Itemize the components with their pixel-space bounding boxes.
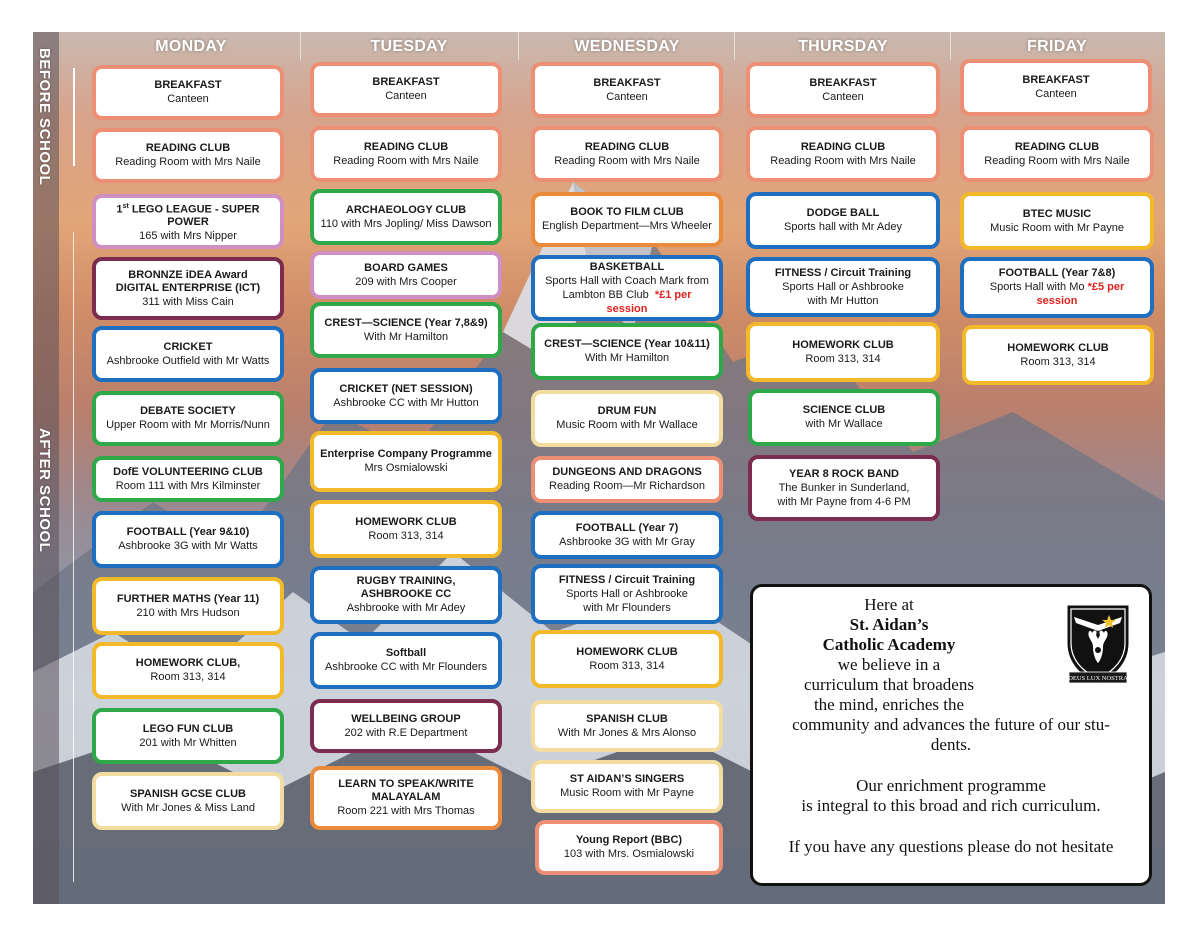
activity-title: DRUM FUN: [597, 405, 657, 417]
activity-detail: Canteen: [385, 90, 427, 102]
activity-detail: with Mr Wallace: [805, 418, 883, 430]
activity-card[interactable]: [92, 511, 284, 568]
activity-title: HOMEWORK CLUB: [576, 645, 678, 658]
activity-title: LEARN TO SPEAK/WRITE: [338, 778, 474, 790]
header-separator: [734, 32, 735, 60]
activity-title: BASKETBALL: [589, 260, 665, 273]
activity-detail: Ashbrooke 3G with Mr Gray: [559, 535, 695, 548]
activity-card[interactable]: [748, 389, 940, 446]
activity-detail: Canteen: [167, 93, 209, 105]
activity-card[interactable]: [310, 500, 502, 558]
activity-card[interactable]: [310, 62, 502, 117]
activity-card[interactable]: [92, 456, 284, 502]
activity-detail: Room 313, 314: [805, 352, 881, 365]
activity-card[interactable]: [92, 391, 284, 446]
activity-card[interactable]: [531, 255, 723, 321]
activity-title: ARCHAEOLOGY CLUB: [345, 203, 467, 216]
activity-detail: Reading Room—Mr Richardson: [549, 480, 705, 492]
activity-card[interactable]: [92, 577, 284, 635]
activity-card[interactable]: [92, 65, 284, 120]
activity-title: FOOTBALL (Year 9&10): [126, 526, 250, 538]
activity-card[interactable]: [310, 368, 502, 424]
activity-title: DUNGEONS AND DRAGONS: [552, 466, 702, 478]
day-header-tuesday: TUESDAY: [370, 38, 448, 55]
activity-card[interactable]: [746, 322, 940, 382]
activity-title: CRICKET (NET SESSION): [339, 382, 473, 395]
activity-title: ST AIDAN’S SINGERS: [569, 773, 685, 785]
activity-title-line2: DIGITAL ENTERPRISE (ICT): [115, 281, 261, 294]
activity-title: READING CLUB: [1014, 140, 1100, 153]
activity-detail: Upper Room with Mr Morris/Nunn: [106, 419, 270, 431]
activity-card[interactable]: [92, 642, 284, 699]
activity-title: Enterprise Company Programme: [320, 448, 492, 460]
activity-detail: Room 313, 314: [1020, 355, 1096, 368]
activity-card[interactable]: [531, 126, 723, 182]
activity-detail: Sports Hall or Ashbrooke: [782, 280, 904, 293]
activity-card[interactable]: [535, 820, 723, 875]
activity-title: FOOTBALL (Year 7&8): [998, 267, 1116, 279]
day-header-monday: MONDAY: [155, 38, 227, 55]
header-separator: [518, 32, 519, 60]
activity-card[interactable]: [531, 700, 723, 752]
activity-title: BRONNZE iDEA Award: [128, 268, 248, 281]
activity-card[interactable]: [310, 766, 502, 830]
activity-title: FURTHER MATHS (Year 11): [116, 592, 260, 605]
info-line: is integral to this broad and rich curriculum.: [801, 796, 1101, 815]
activity-detail: Ashbrooke with Mr Adey: [346, 602, 466, 614]
activity-title: CREST—SCIENCE (Year 7,8&9): [324, 316, 488, 329]
activity-detail: Reading Room with Mrs Naile: [333, 154, 479, 167]
activity-title: READING CLUB: [363, 140, 449, 153]
activity-detail: The Bunker in Sunderland,: [778, 481, 910, 494]
activity-detail: Room 313, 314: [368, 529, 444, 542]
activity-card[interactable]: [310, 302, 502, 358]
activity-title: FITNESS / Circuit Training: [558, 573, 696, 586]
day-header-friday: FRIDAY: [1027, 38, 1087, 55]
price-note: *£1 per session: [606, 288, 692, 315]
day-header-thursday: THURSDAY: [798, 38, 888, 55]
activity-card[interactable]: [92, 128, 284, 183]
activity-card[interactable]: [310, 189, 502, 245]
activity-detail: Ashbrooke CC with Mr Flounders: [324, 661, 487, 673]
info-line: we believe in a: [837, 655, 941, 674]
timetable-poster: [33, 32, 1165, 904]
activity-title: SPANISH CLUB: [586, 712, 668, 725]
activity-card[interactable]: [748, 455, 940, 521]
activity-detail-line2: with Mr Hutton: [807, 294, 879, 307]
activity-detail: 165 with Mrs Nipper: [139, 230, 237, 243]
activity-title: SPANISH GCSE CLUB: [130, 787, 246, 800]
activity-card[interactable]: [746, 257, 940, 317]
activity-detail: Reading Room with Mrs Naile: [115, 156, 261, 168]
activity-detail: Ashbrooke Outfield with Mr Watts: [106, 354, 270, 367]
activity-title: BOOK TO FILM CLUB: [570, 206, 684, 218]
activity-card[interactable]: [962, 325, 1154, 385]
activity-detail: Ashbrooke CC with Mr Hutton: [333, 396, 479, 409]
activity-title: READING CLUB: [584, 140, 670, 153]
activity-card[interactable]: [531, 192, 723, 247]
activity-card[interactable]: [92, 326, 284, 382]
activity-title: RUGBY TRAINING, ASHBROOKE CC: [356, 575, 456, 600]
after-school-line: [73, 232, 74, 882]
activity-title: READING CLUB: [800, 140, 886, 153]
academy-name-line2: Catholic Academy: [822, 635, 956, 654]
activity-title: Softball: [385, 647, 427, 659]
activity-detail-line2-text: Lambton BB Club: [562, 288, 649, 301]
activity-title: Young Report (BBC): [575, 834, 683, 846]
activity-detail: 210 with Mrs Hudson: [136, 606, 240, 619]
info-line: curriculum that broadens: [804, 675, 974, 694]
activity-title: BREAKFAST: [154, 79, 222, 91]
activity-card[interactable]: [746, 126, 940, 182]
activity-card[interactable]: [92, 708, 284, 764]
activity-card[interactable]: [960, 126, 1154, 182]
activity-detail: English Department—Mrs Wheeler: [542, 220, 712, 232]
activity-card[interactable]: [310, 632, 502, 689]
activity-detail: Reading Room with Mrs Naile: [984, 154, 1130, 167]
activity-title: HOMEWORK CLUB: [792, 338, 894, 351]
school-crest-icon: [1065, 603, 1131, 687]
activity-card[interactable]: [310, 431, 502, 492]
activity-title: LEGO FUN CLUB: [142, 722, 234, 735]
activity-detail: 209 with Mrs Cooper: [355, 275, 457, 288]
activity-title: FITNESS / Circuit Training: [774, 266, 912, 279]
activity-title: BTEC MUSIC: [1022, 207, 1092, 220]
title-rest: LEGO LEAGUE - SUPER POWER: [128, 203, 260, 229]
activity-detail: Canteen: [822, 90, 864, 103]
activity-title: BREAKFAST: [593, 76, 661, 89]
after-school-label: AFTER SCHOOL: [36, 428, 53, 553]
activity-detail: Canteen: [606, 90, 648, 103]
activity-card[interactable]: [746, 62, 940, 118]
activity-card[interactable]: [92, 772, 284, 830]
activity-title: CREST—SCIENCE (Year 10&11): [544, 338, 710, 350]
activity-detail: With Mr Jones & Mrs Alonso: [557, 726, 697, 739]
activity-title: BREAKFAST: [1022, 74, 1090, 86]
activity-card[interactable]: [92, 194, 284, 249]
activity-title: BOARD GAMES: [364, 261, 448, 274]
activity-detail: Sports hall with Mr Adey: [784, 221, 902, 233]
price-note: *£5 per session: [1036, 281, 1125, 307]
activity-detail-line2: with Mr Flounders: [583, 601, 671, 614]
activity-detail: [970, 280, 1144, 308]
activity-detail: Sports Hall with Coach Mark from: [545, 274, 709, 287]
activity-detail: Mrs Osmialowski: [364, 462, 448, 474]
activity-title: HOMEWORK CLUB: [1007, 341, 1109, 354]
activity-detail: With Mr Hamilton: [584, 352, 670, 364]
activity-card[interactable]: [310, 126, 502, 182]
header-separator: [950, 32, 951, 60]
activity-detail: Reading Room with Mrs Naile: [770, 154, 916, 167]
info-line: Here at: [864, 595, 914, 614]
info-line: community and advances the future of our stu-: [792, 715, 1110, 734]
activity-card[interactable]: [960, 257, 1154, 318]
activity-title: SCIENCE CLUB: [802, 404, 886, 416]
activity-card[interactable]: [310, 251, 502, 299]
activity-title: [102, 200, 274, 230]
day-header-wednesday: WEDNESDAY: [574, 38, 680, 55]
header-separator: [300, 32, 301, 60]
activity-title: HOMEWORK CLUB,: [135, 657, 241, 669]
activity-card[interactable]: [310, 699, 502, 753]
activity-card[interactable]: [531, 456, 723, 503]
title-number: 1: [116, 203, 123, 216]
activity-detail: Room 313, 314: [589, 659, 665, 672]
activity-detail: Music Room with Mr Payne: [990, 221, 1124, 234]
activity-card[interactable]: [960, 192, 1154, 250]
activity-title: DODGE BALL: [806, 207, 880, 219]
activity-card[interactable]: [531, 62, 723, 118]
academy-name: St. Aidan’s: [849, 615, 929, 634]
activity-detail: Room 221 with Mrs Thomas: [337, 805, 475, 817]
activity-detail-text: Sports Hall with Mo: [989, 281, 1085, 293]
activity-card[interactable]: [960, 59, 1152, 116]
title-superscript: st: [122, 202, 129, 210]
activity-card[interactable]: [531, 630, 723, 688]
activity-title-line2: MALAYALAM: [371, 791, 441, 803]
activity-title: YEAR 8 ROCK BAND: [788, 467, 899, 480]
activity-title: HOMEWORK CLUB: [355, 515, 457, 528]
activity-detail: Room 111 with Mrs Kilminster: [115, 479, 261, 492]
activity-detail: 110 with Mrs Jopling/ Miss Dawson: [320, 217, 492, 230]
activity-detail: 201 with Mr Whitten: [139, 736, 237, 749]
activity-card[interactable]: [310, 566, 502, 624]
activity-detail: Music Room with Mr Wallace: [556, 419, 698, 431]
activity-card[interactable]: [746, 192, 940, 249]
activity-card[interactable]: [531, 564, 723, 624]
info-line: dents.: [930, 735, 972, 754]
before-school-label: BEFORE SCHOOL: [36, 48, 53, 186]
info-line: If you have any questions please do not hesitate: [788, 837, 1114, 856]
activity-title: BREAKFAST: [809, 76, 877, 89]
activity-card[interactable]: [531, 511, 723, 559]
activity-title: WELLBEING GROUP: [351, 712, 461, 725]
crest-motto: DEUS LUX NOSTRA: [1068, 675, 1128, 682]
activity-card[interactable]: [531, 323, 723, 380]
info-line: the mind, enriches the: [813, 695, 965, 714]
activity-card[interactable]: [531, 390, 723, 447]
before-school-bracket: [73, 68, 75, 166]
activity-title: READING CLUB: [145, 142, 231, 154]
activity-detail: Music Room with Mr Payne: [560, 787, 694, 799]
activity-detail: 202 with R.E Department: [344, 726, 468, 739]
activity-detail: With Mr Hamilton: [363, 330, 449, 343]
activity-detail: Sports Hall or Ashbrooke: [566, 587, 688, 600]
activity-title: CRICKET: [163, 340, 213, 353]
activity-detail: Room 313, 314: [150, 671, 226, 683]
activity-detail: 311 with Miss Cain: [142, 295, 234, 308]
activity-title: DofE VOLUNTEERING CLUB: [113, 465, 263, 478]
activity-title: BREAKFAST: [372, 76, 440, 88]
activity-detail: Canteen: [1035, 88, 1077, 100]
activity-detail-line2: with Mr Payne from 4-6 PM: [777, 495, 911, 508]
activity-title: FOOTBALL (Year 7): [575, 521, 679, 534]
activity-card[interactable]: [531, 760, 723, 813]
activity-detail: Reading Room with Mrs Naile: [554, 154, 700, 167]
academy-info-box: [750, 584, 1152, 886]
activity-detail: 103 with Mrs. Osmialowski: [563, 848, 695, 860]
info-line: Our enrichment programme: [856, 776, 1046, 795]
activity-title: DEBATE SOCIETY: [140, 405, 236, 417]
activity-detail-line2: [541, 288, 713, 316]
activity-detail: Ashbrooke 3G with Mr Watts: [118, 540, 258, 552]
activity-card[interactable]: [92, 257, 284, 320]
activity-detail: With Mr Jones & Miss Land: [121, 801, 255, 814]
